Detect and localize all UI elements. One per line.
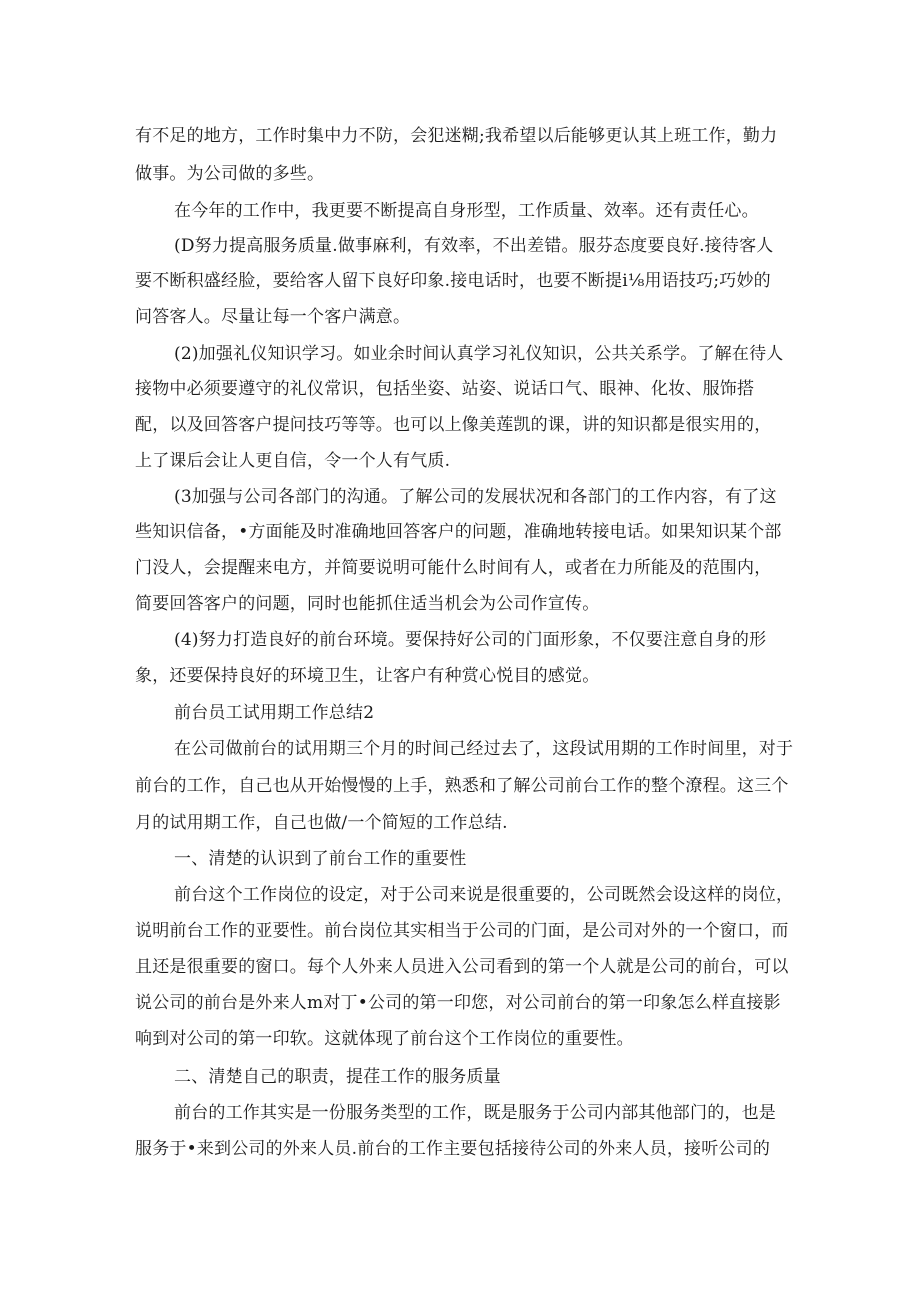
text-line: 做事。为公司做的多些。 <box>135 164 325 184</box>
text-line: 配，以及回答客户提问技巧等等。也可以上像美莲凯的课，讲的知识都是很实用的， <box>135 415 772 435</box>
text-line: 前台的工作其实是一份服务类型的工作，既是服务于公司内部其他部门的，也是 <box>174 1103 776 1123</box>
text-line: (3加强与公司各部门的沟通。了解公司的发展状况和各部门的工作内容，有了这 <box>174 487 777 507</box>
text-line: 在公司做前台的试用期三个月的时间己经过去了，这段试用期的工作时间里，对于 <box>174 739 794 759</box>
text-line: 月的试用期工作，自己也做/一个简短的工作总结. <box>135 813 508 833</box>
section-heading: 一、清楚的认识到了前台工作的重要性 <box>174 849 467 869</box>
text-line: 简要回答客户的问题，同时也能抓住适当机会为公司作宣传。 <box>135 594 600 614</box>
text-line: 接物中必须要遵守的礼仪常识，包括坐姿、站姿、说话口气、眼神、化妆、服饰搭 <box>135 379 755 399</box>
text-line: (2)加强礼仪知识学习。如业余时间认真学习礼仪知识，公共关系学。了解在待人 <box>174 344 784 364</box>
text-line: 象，还要保持良好的环境卫生，让客户有种赏心悦目的感觉。 <box>135 666 600 686</box>
text-line: 门没人，会提醒来电方，并简要说明可能什么时间有人，或者在力所能及的范围内， <box>135 558 772 578</box>
text-line: 响到对公司的第一印软。这就体现了前台这个工作岗位的重要性。 <box>135 1029 634 1049</box>
text-line: 且还是很重要的窗口。每个人外来人员进入公司看到的第一个人就是公司的前台，可以 <box>135 957 789 977</box>
text-line: 前台的工作，自己也从开始慢慢的上手，熟悉和了解公司前台工作的整个潦程。这三个 <box>135 776 789 796</box>
text-line: 有不足的地方，工作时集中力不防，会犯迷糊;我希望以后能够更认其上班工作，勤力 <box>135 126 778 146</box>
text-line: 说明前台工作的亚要性。前台岗位其实相当于公司的门面，是公司对外的一个窗口，而 <box>135 921 789 941</box>
text-line: 在今年的工作中，我更要不断提高自身形型，工作质量、效率。还有责任心。 <box>174 201 759 221</box>
section-heading: 二、清楚自己的职责，提荏工作的服务质量 <box>174 1067 501 1087</box>
section-heading: 前台员工试用期工作总结2 <box>174 703 375 723</box>
text-line: 要不断积盛经脸，要给客人留下良好印象.接电话时，也要不断提i⅛用语技巧;巧妙的 <box>135 271 771 291</box>
text-line: 上了课后会让人更自信，令一个人有气质. <box>135 451 451 471</box>
text-line: 问答客人。尽量让每一个客户满意。 <box>135 307 411 327</box>
text-line: 前台这个工作岗位的设定，对于公司来说是很重要的，公司既然会设这样的岗位， <box>174 885 794 905</box>
text-line: (4)努力打造良好的前台环境。要保持好公司的门面形象，不仅要注意自身的形 <box>174 630 767 650</box>
text-line: 说公司的前台是外来人m对丁•公司的第一印您，对公司前台的第一印象怎么样直接影 <box>135 993 781 1013</box>
text-line: 服务于•来到公司的外来人员.前台的工作主要包括接待公司的外来人员，接听公司的 <box>135 1139 771 1159</box>
text-line: (D努力提高服务质量.做事麻利，有效率，不出差错。服芬态度要良好.接待客人 <box>174 236 774 256</box>
text-line: 些知识信备，•方面能及时准确地回答客户的问题，准确地转接电话。如果知识某个部 <box>135 522 782 542</box>
